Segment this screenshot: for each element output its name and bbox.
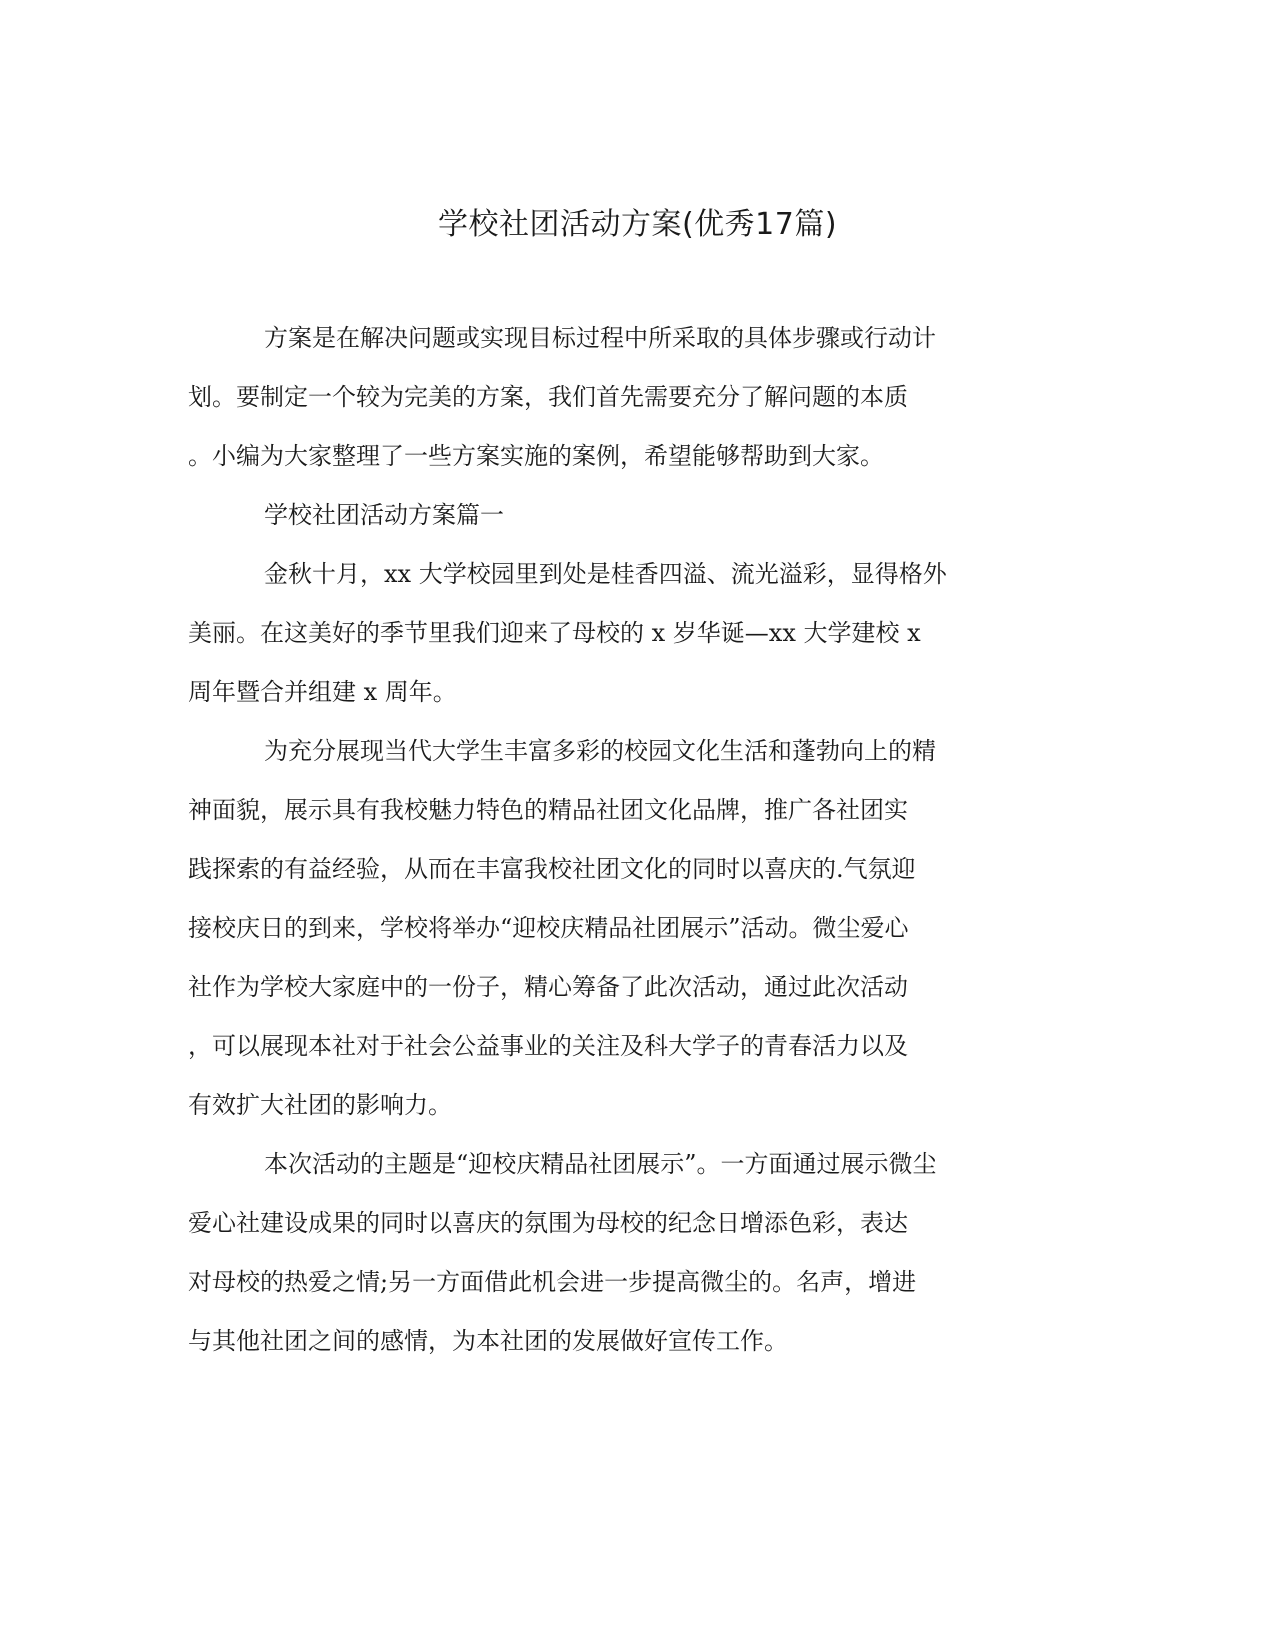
paragraph-3-line-3: 践探索的有益经验，从而在丰富我校社团文化的同时以喜庆的.气氛迎: [188, 855, 916, 883]
paragraph-2-line-1: 金秋十月，xx 大学校园里到处是桂香四溢、流光溢彩，显得格外: [264, 560, 947, 588]
paragraph-3-line-5: 社作为学校大家庭中的一份子，精心筹备了此次活动，通过此次活动: [188, 973, 908, 1001]
paragraph-3-line-7: 有效扩大社团的影响力。: [188, 1091, 452, 1119]
paragraph-1-line-2: 划。要制定一个较为完美的方案，我们首先需要充分了解问题的本质: [188, 383, 908, 411]
document-title: 学校社团活动方案(优秀17篇): [437, 207, 838, 242]
paragraph-4-line-4: 与其他社团之间的感情，为本社团的发展做好宣传工作。: [188, 1327, 788, 1355]
paragraph-3-line-4: 接校庆日的到来，学校将举办“迎校庆精品社团展示”活动。微尘爱心: [188, 914, 909, 942]
paragraph-1-line-3: 。小编为大家整理了一些方案实施的案例，希望能够帮助到大家。: [188, 442, 884, 470]
paragraph-2-line-3: 周年暨合并组建 x 周年。: [188, 678, 457, 706]
paragraph-3-line-1: 为充分展现当代大学生丰富多彩的校园文化生活和蓬勃向上的精: [264, 737, 936, 765]
paragraph-4-line-1: 本次活动的主题是“迎校庆精品社团展示”。一方面通过展示微尘: [264, 1150, 937, 1178]
paragraph-3-line-6: ，可以展现本社对于社会公益事业的关注及科大学子的青春活力以及: [188, 1032, 908, 1060]
paragraph-4-line-2: 爱心社建设成果的同时以喜庆的氛围为母校的纪念日增添色彩，表达: [188, 1209, 908, 1237]
paragraph-1-line-1: 方案是在解决问题或实现目标过程中所采取的具体步骤或行动计: [264, 324, 936, 352]
section-heading: 学校社团活动方案篇一: [264, 501, 504, 529]
paragraph-3-line-2: 神面貌，展示具有我校魅力特色的精品社团文化品牌，推广各社团实: [188, 796, 908, 824]
paragraph-4-line-3: 对母校的热爱之情;另一方面借此机会进一步提高微尘的。名声，增进: [188, 1268, 917, 1296]
paragraph-2-line-2: 美丽。在这美好的季节里我们迎来了母校的 x 岁华诞—xx 大学建校 x: [188, 619, 921, 647]
